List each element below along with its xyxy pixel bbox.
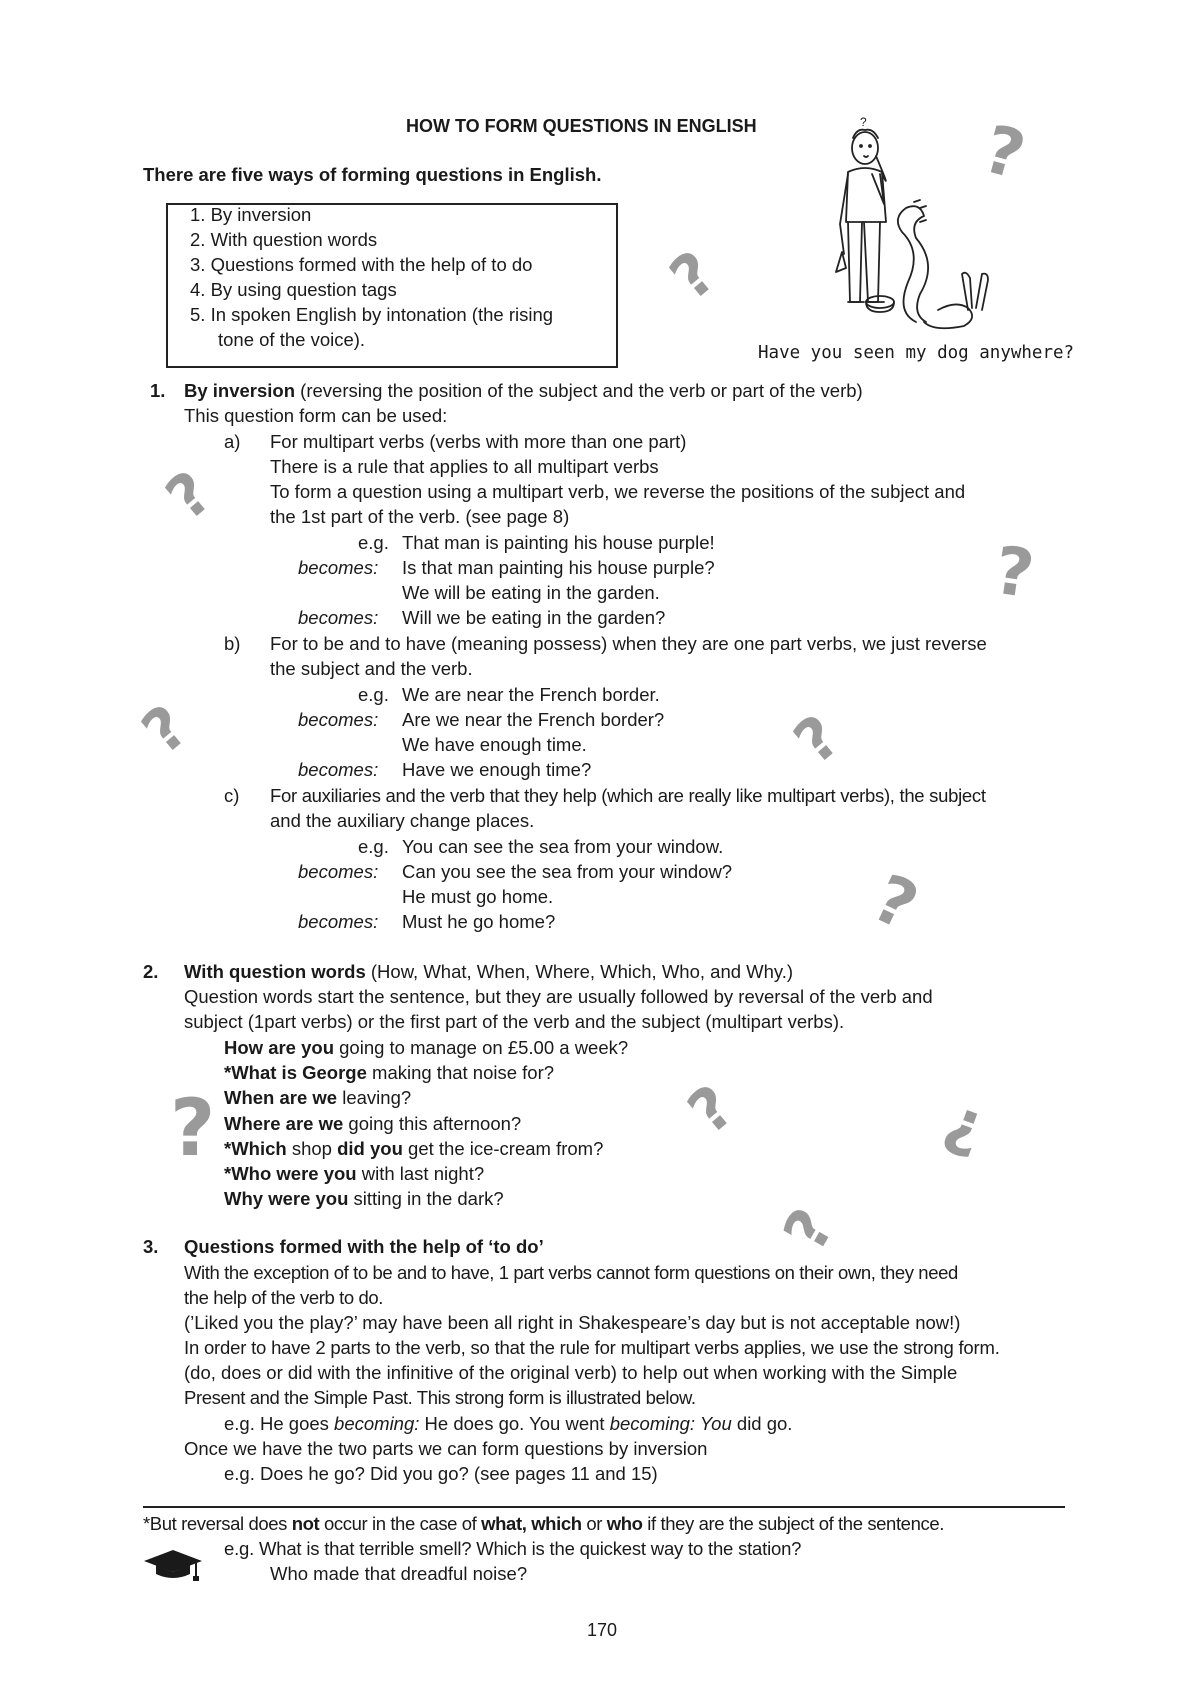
example-segment: How are you — [224, 1037, 334, 1058]
question-mark-decoration: ? — [975, 110, 1033, 195]
paragraph-line: the help of the verb to do. — [184, 1287, 384, 1308]
footnote-segment: *But reversal does — [143, 1513, 292, 1534]
question-mark-decoration: ? — [933, 1091, 993, 1172]
becomes-label: becomes: — [298, 607, 379, 628]
example-line: That man is painting his house purple! — [402, 532, 715, 553]
summary-item: 2. With question words — [190, 229, 378, 250]
question-mark-decoration: ? — [170, 1084, 216, 1174]
paragraph-line: and the auxiliary change places. — [270, 810, 535, 831]
example-line: e.g. Does he go? Did you go? (see pages 11 and 15) — [224, 1463, 658, 1484]
paragraph-line: With the exception of to be and to have, 1 part verbs cannot form questions on their own, they need — [184, 1262, 958, 1283]
example-segment: sitting in the dark? — [348, 1188, 504, 1210]
paragraph-line: There is a rule that applies to all multipart verbs — [270, 456, 659, 477]
svg-text:?: ? — [860, 115, 867, 129]
example-line: You can see the sea from your window. — [402, 836, 724, 857]
paragraph-line: In order to have 2 parts to the verb, so that the rule for multipart verbs applies, we use the strong form. — [184, 1337, 1000, 1358]
becomes-label: becomes: — [298, 709, 379, 730]
example-segment: When are we — [224, 1087, 338, 1109]
section-heading — [184, 960, 793, 984]
becomes-label: becomes: — [298, 759, 379, 780]
example-segment: going this afternoon? — [343, 1112, 522, 1134]
paragraph-line: For multipart verbs (verbs with more than one part) — [270, 431, 687, 452]
example-line — [224, 1412, 792, 1436]
footnote-segment: or — [581, 1513, 607, 1534]
example-line — [224, 1112, 521, 1136]
eg-label: e.g. — [358, 836, 389, 857]
section-number: 3. — [143, 1236, 159, 1257]
summary-item: tone of the voice). — [218, 329, 366, 350]
summary-item: 3. Questions formed with the help of to do — [190, 254, 533, 275]
cartoon-illustration — [820, 112, 1020, 342]
example-segment: becoming: — [334, 1413, 420, 1434]
section-heading-bold: By inversion — [184, 380, 296, 401]
footnote-example: Who made that dreadful noise? — [270, 1563, 528, 1584]
example-line: We will be eating in the garden. — [402, 582, 660, 603]
intro-text: There are five ways of forming questions in English. — [143, 164, 602, 185]
footnote-segment: occur in the case of — [319, 1513, 482, 1534]
section-heading-rest: (reversing the position of the subject and the verb or part of the verb) — [295, 380, 863, 401]
question-mark-decoration: ? — [675, 1071, 748, 1149]
footnote-divider — [143, 1506, 1065, 1508]
example-segment: *Who were you — [224, 1163, 357, 1184]
example-line: Are we near the French border? — [402, 709, 665, 730]
example-line: We have enough time. — [402, 734, 587, 755]
example-line — [224, 1061, 554, 1085]
page-number: 170 — [587, 1620, 618, 1640]
footnote-example: e.g. What is that terrible smell? Which is the quickest way to the station? — [224, 1538, 802, 1559]
example-segment: going to manage on £5.00 a week? — [334, 1037, 629, 1058]
paragraph-line: Present and the Simple Past. This strong form is illustrated below. — [184, 1387, 696, 1408]
example-line — [224, 1187, 504, 1211]
example-line: We are near the French border. — [402, 684, 660, 705]
section-number: 1. — [150, 380, 166, 401]
question-mark-decoration: ? — [770, 1197, 849, 1263]
sub-letter: b) — [224, 633, 241, 654]
example-segment: shop — [286, 1137, 338, 1159]
sub-letter: c) — [224, 785, 240, 806]
example-segment: did go. — [731, 1413, 793, 1434]
becomes-label: becomes: — [298, 557, 379, 578]
section-heading-rest: (How, What, When, Where, Which, Who, and Why.) — [365, 961, 794, 982]
paragraph-line: the 1st part of the verb. (see page 8) — [270, 506, 570, 527]
example-segment: with last night? — [356, 1163, 485, 1184]
paragraph-line: Once we have the two parts we can form questions by inversion — [184, 1438, 708, 1459]
example-line: Will we be eating in the garden? — [402, 607, 666, 628]
footnote-text — [143, 1512, 944, 1536]
question-mark-decoration: ? — [153, 457, 226, 535]
question-mark-decoration: ? — [989, 531, 1039, 614]
page-title: HOW TO FORM QUESTIONS IN ENGLISH — [406, 116, 757, 136]
example-line: He must go home. — [402, 886, 554, 907]
example-line — [224, 1162, 484, 1186]
paragraph-line: For auxiliaries and the verb that they help (which are really like multipart verbs), the subject — [270, 785, 986, 806]
becomes-label: becomes: — [298, 911, 379, 932]
section-heading: Questions formed with the help of ‘to do’ — [184, 1236, 544, 1257]
example-segment: Why were you — [224, 1188, 349, 1210]
paragraph-line: the subject and the verb. — [270, 658, 473, 679]
paragraph-line: (do, does or did with the infinitive of the original verb) to help out when working with the Simple — [184, 1362, 958, 1383]
example-segment: get the ice-cream from? — [402, 1137, 604, 1159]
example-line — [224, 1036, 628, 1060]
eg-label: e.g. — [358, 684, 389, 705]
example-line: Can you see the sea from your window? — [402, 861, 733, 882]
example-line — [224, 1086, 411, 1110]
section-heading-bold: With question words — [184, 961, 366, 982]
paragraph-line: To form a question using a multipart verb, we reverse the positions of the subject and — [270, 481, 966, 502]
footnote-segment: if they are the subject of the sentence. — [642, 1513, 944, 1534]
paragraph-line: This question form can be used: — [184, 405, 448, 426]
example-segment: leaving? — [337, 1087, 412, 1109]
example-segment: *What is George — [224, 1062, 367, 1084]
example-line — [224, 1137, 603, 1161]
example-line: Is that man painting his house purple? — [402, 557, 715, 578]
graduation-cap-icon — [142, 1548, 204, 1582]
paragraph-line: Question words start the sentence, but they are usually followed by reversal of the verb and — [184, 986, 933, 1007]
example-line: Must he go home? — [402, 911, 556, 932]
summary-item: 5. In spoken English by intonation (the rising — [190, 304, 554, 325]
example-segment: He does go. You went — [419, 1413, 610, 1434]
paragraph-line: (’Liked you the play?’ may have been all right in Shakespeare’s day but is not acceptable now!) — [184, 1312, 961, 1333]
section-heading — [184, 379, 863, 403]
paragraph-line: subject (1part verbs) or the first part of the verb and the subject (multipart verbs). — [184, 1011, 845, 1032]
question-mark-decoration: ? — [781, 701, 854, 779]
example-segment: *Which — [224, 1137, 287, 1159]
footnote-segment: who — [606, 1513, 643, 1534]
question-mark-decoration: ? — [129, 691, 202, 769]
summary-item: 1. By inversion — [190, 204, 312, 225]
question-mark-decoration: ? — [657, 237, 730, 315]
footnote-segment: what, which — [481, 1513, 582, 1534]
paragraph-line: For to be and to have (meaning possess) when they are one part verbs, we just reverse — [270, 633, 987, 654]
example-segment: becoming: You — [609, 1413, 732, 1434]
question-mark-decoration: ? — [861, 859, 929, 946]
example-segment: Where are we — [224, 1112, 344, 1134]
eg-label: e.g. — [358, 532, 389, 553]
example-segment: e.g. He goes — [224, 1413, 335, 1434]
example-line: Have we enough time? — [402, 759, 592, 780]
example-segment: making that noise for? — [366, 1062, 555, 1084]
section-number: 2. — [143, 961, 159, 982]
becomes-label: becomes: — [298, 861, 379, 882]
cartoon-caption: Have you seen my dog anywhere? — [758, 343, 1075, 363]
summary-item: 4. By using question tags — [190, 279, 397, 300]
example-segment: did you — [337, 1137, 403, 1159]
sub-letter: a) — [224, 431, 241, 452]
footnote-segment: not — [291, 1513, 320, 1534]
